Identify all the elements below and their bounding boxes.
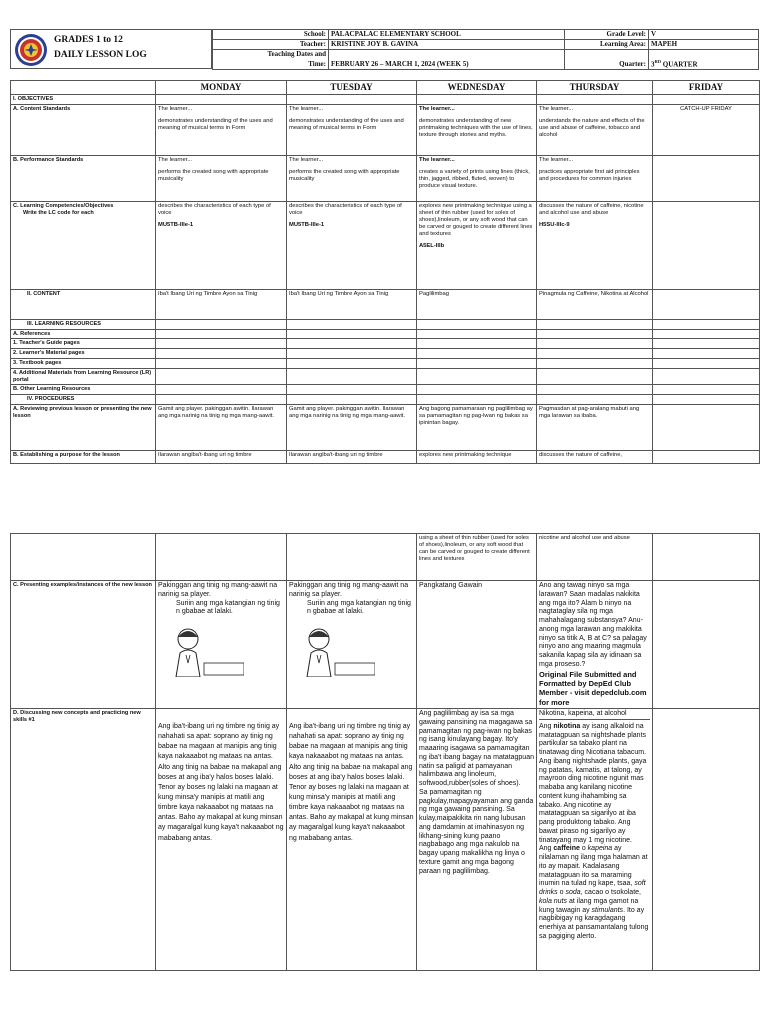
row-references: A. References bbox=[11, 329, 156, 339]
lc-thursday: discusses the nature of caffeine, nicotine and alcohol use and abuse H5SU-IIIc-9 bbox=[537, 201, 653, 289]
quarter-value: 3RD QUARTER bbox=[649, 50, 759, 70]
row-objectives: I. OBJECTIVES bbox=[11, 94, 156, 104]
cs-tuesday: The learner... demonstrates understanding of the uses and meaning of musical terms in Form bbox=[287, 104, 417, 155]
discussing-monday: Ang iba't-ibang uri ng timbre ng tinig ay nahahati sa apat: soprano ay tinig ng babae na magaan at manipis ang tinig kaya nakaaabot ng mataas na antas. Alto ang tinig na babae na makapal ang boses at ang iba'y halos boses lalaki. Tenor ay boses ng lalaki na magaan at kung minsa'y manipis at matili ang timbre kaya nakaaabot ng mataas na antas. Baho ay makapal at kung minsan ay magaralgal kung kaya't nakaaabot ng mababang antas. bbox=[156, 709, 287, 971]
girl-singing-icon bbox=[166, 627, 244, 677]
day-thursday: THURSDAY bbox=[537, 81, 653, 95]
purpose-thursday-cont: nicotine and alcohol use and abuse bbox=[537, 534, 653, 581]
teacher-value: KRISTINE JOY B. GAVINA bbox=[329, 40, 565, 50]
presenting-thursday: Ano ang tawag ninyo sa mga larawan? Saan madalas nakikita ang mga ito? Alam b ninyo na nagtataglay sila ng mga mahahalagang substansya? Anu-anong mga larawan ang makikita ninyo sa titik A, B at C? sa palagay ninyo ano ang maaring magmula sakanila kapag sila ay idinaan sa mga proseso.? Original File Submitted and Formatted by DepEd Club Member - visit depedclub.com for more bbox=[537, 581, 653, 709]
row-procedures: IV. PROCEDURES bbox=[11, 395, 156, 405]
cs-friday: CATCH-UP FRIDAY bbox=[653, 104, 760, 155]
presenting-tuesday: Pakinggan ang tinig ng mang-aawit na narinig sa player. Suriin ang mga katangian ng tinig n gbabae at lalaki. bbox=[287, 581, 417, 709]
row-additional-materials: 4. Additional Materials from Learning Resource (LR) portal bbox=[11, 368, 156, 385]
school-value: PALACPALAC ELEMENTARY SCHOOL bbox=[329, 30, 565, 40]
lc-monday: describes the characteristics of each type of voice MU5TB-IIIe-1 bbox=[156, 201, 287, 289]
corner-cell bbox=[11, 81, 156, 95]
review-monday: Gamit ang player. pakinggan awitin. Ilarawan ang mga narinig na tinig ng mga mang-aawit. bbox=[156, 405, 287, 451]
dates-label-1: Teaching Dates and bbox=[213, 50, 329, 60]
area-value: MAPEH bbox=[649, 40, 759, 50]
header bbox=[10, 29, 759, 69]
row-lm-pages: 2. Learner's Material pages bbox=[11, 349, 156, 359]
lesson-table-page-1 bbox=[10, 80, 760, 464]
content-thursday: Pinagmula ng Caffeine, Nikotina at Alcohol bbox=[537, 289, 653, 319]
school-label: School: bbox=[213, 30, 329, 40]
row-reviewing: A. Reviewing previous lesson or presenting the new lesson bbox=[11, 405, 156, 451]
logo-box bbox=[10, 29, 212, 69]
ps-monday: The learner... performs the created song with appropriate musicality bbox=[156, 155, 287, 201]
cs-monday: The learner... demonstrates understanding of the uses and meaning of musical terms in Form bbox=[156, 104, 287, 155]
row-resources: III. LEARNING RESOURCES bbox=[11, 319, 156, 329]
area-label: Learning Area: bbox=[565, 40, 649, 50]
lesson-table-page-2 bbox=[10, 533, 760, 971]
ps-wednesday: The learner... creates a variety of prints using lines (thick, thin, jagged, ribbed, fluted, woven) to produce visual texture. bbox=[417, 155, 537, 201]
review-wednesday: Ang bagong pamamaraan ng paglilimbag ay sa pamamagitan ng pag-lwan ng bakas sa ipinintan bagay. bbox=[417, 405, 537, 451]
cs-thursday: The learner... understands the nature and effects of the use and abuse of caffeine, tobacco and alcohol bbox=[537, 104, 653, 155]
grade-label: Grade Level: bbox=[565, 30, 649, 40]
deped-seal-icon bbox=[14, 33, 48, 67]
lc-wednesday: explores new printmaking technique using a sheet of thin rubber (used for soles of shoes),linoleum, or any soft wood that can be carved or gouged to create different lines and textures A5EL-IIIb bbox=[417, 201, 537, 289]
row-competencies: C. Learning Competencies/Objectives Write the LC code for each bbox=[11, 201, 156, 289]
row-content: II. CONTENT bbox=[11, 289, 156, 319]
row-presenting: C. Presenting examples/instances of the new lesson bbox=[11, 581, 156, 709]
dll-title: DAILY LESSON LOG bbox=[54, 50, 147, 60]
dates-label-2: Time: bbox=[213, 60, 329, 70]
day-monday: MONDAY bbox=[156, 81, 287, 95]
grade-value: V bbox=[649, 30, 759, 40]
row-content-standards: A. Content Standards bbox=[11, 104, 156, 155]
info-table bbox=[212, 29, 759, 70]
row-other-resources: B. Other Learning Resources bbox=[11, 385, 156, 395]
discussing-tuesday: Ang iba't-ibang uri ng timbre ng tinig ay nahahati sa apat: soprano ay tinig ng babae na magaan at manipis ang tinig kaya nakaaabot ng mataas na antas. Alto ang tinig na babae na makapal ang boses at ang iba'y halos boses lalaki. Tenor ay boses ng lalaki na magaan at kung minsa'y manipis at matili ang timbre kaya nakaaabot ng mataas na antas. Baho ay makapal at kung minsan ay magaralgal kung kaya't nakaaabot ng mababang antas. bbox=[287, 709, 417, 971]
row-performance-standards: B. Performance Standards bbox=[11, 155, 156, 201]
row-discussing: D. Discussing new concepts and practicing new skills #1 bbox=[11, 709, 156, 971]
lc-tuesday: describes the characteristics of each type of voice MU5TB-IIIe-1 bbox=[287, 201, 417, 289]
presenting-wednesday: Pangkatang Gawain bbox=[417, 581, 537, 709]
day-tuesday: TUESDAY bbox=[287, 81, 417, 95]
discussing-wednesday: Ang paglilimbag ay isa sa mga gawaing pansining na magagawa sa pamamagitan ng pag-iwan ng bakas ng isang kinulayang bagay. Ito'y maaaring isagawa sa pamamagitan ng iba't ibang bagay na matatagpuan natin sa paligid at pamayanan halimbawa ang linoleum, softwood,rubber(soles of shoes). Sa pamamagitan ng pagkulay,mapagyayaman ang ganda ng mga gawaing pansining. Sa kulay,maipakikita rin nang lubusan ang damdamin at imahinasyon ng likhang-sining kung paano nagbabago ang mga nakulob na bagay upang makalikha ng linya o texture gamit ang mga bagong paraan ng paglilimbag. bbox=[417, 709, 537, 971]
content-tuesday: Iba't Ibang Uri ng Timbre Ayon sa Tinig bbox=[287, 289, 417, 319]
purpose-wednesday: explores new printmaking technique bbox=[417, 451, 537, 464]
ps-tuesday: The learner... performs the created song with appropriate musicality bbox=[287, 155, 417, 201]
content-wednesday: Paglilimbag bbox=[417, 289, 537, 319]
review-thursday: Pagmasdan at pag-aralang mabuti ang mga larawan sa ibaba. bbox=[537, 405, 653, 451]
purpose-thursday: discusses the nature of caffeine, bbox=[537, 451, 653, 464]
row-textbook-pages: 3. Textbook pages bbox=[11, 359, 156, 369]
content-monday: Iba't Ibang Uri ng Timbre Ayon sa Tinig bbox=[156, 289, 287, 319]
quarter-label: Quarter: bbox=[565, 50, 649, 70]
discussing-thursday: Nikotina, kapeina, at alcohol Ang nikotina ay isang alkaloid na matatagpuan sa nightshade plants partikular sa tabako plant na tinatawag ding Nicotiana tabacum. Ang ibang nightshade plants, gaya ng patatas, kamatis, at talong, ay mayroon ding nicotine ngunit mas mababa ang kanilang nicotine content kung ihahambing sa tabako. Ang nicotine ay matatagpuan sa sigarilyo at iba pang produktong tabako. Ang bawat piraso ng sigarilyo ay tinatayang may 1 mg nicotine. Ang caffeine o kapeina ay nilalaman ng ilang mga halaman at ito ay mapait. Kadalasang matatagpuan ito sa maraming inumin na tulad ng kape, tsaa, soft drinks o soda, cacao o tsokolate, kola nuts at ilang mga gamot na kung tawagin ay stimulants. Ito ay nagbibigay ng karagdagang enerhiya at pansamantalang tulong sa pagiging alerto. bbox=[537, 709, 653, 971]
row-tg-pages: 1. Teacher's Guide pages bbox=[11, 339, 156, 349]
row-purpose: B. Establishing a purpose for the lesson bbox=[11, 451, 156, 464]
presenting-monday: Pakinggan ang tinig ng mang-aawit na narinig sa player. Suriin ang mga katangian ng tinig n gbabae at lalaki. bbox=[156, 581, 287, 709]
grades-title: GRADES 1 to 12 bbox=[54, 35, 123, 45]
purpose-monday: Ilarawan angiba't-ibang uri ng timbre bbox=[156, 451, 287, 464]
girl-singing-icon bbox=[297, 627, 375, 677]
cs-wednesday: The learner... demonstrates understanding of new printmaking techniques with the use of lines, texture through stories and myths. bbox=[417, 104, 537, 155]
review-tuesday: Gamit ang player. pakinggan awitin. Ilarawan ang mga narinig na tinig ng mga mang-aawit. bbox=[287, 405, 417, 451]
day-friday: FRIDAY bbox=[653, 81, 760, 95]
purpose-wednesday-cont: using a sheet of thin rubber (used for soles of shoes),linoleum, or any soft wood that can be carved or gouged to create different lines and textures bbox=[417, 534, 537, 581]
teacher-label: Teacher: bbox=[213, 40, 329, 50]
ps-thursday: The learner... practices appropriate first aid principles and procedures for common injuries bbox=[537, 155, 653, 201]
purpose-tuesday: Ilarawan angiba't-ibang uri ng timbre bbox=[287, 451, 417, 464]
day-wednesday: WEDNESDAY bbox=[417, 81, 537, 95]
dates-value: FEBRUARY 26 – MARCH 1, 2024 (WEEK 5) bbox=[329, 50, 565, 70]
